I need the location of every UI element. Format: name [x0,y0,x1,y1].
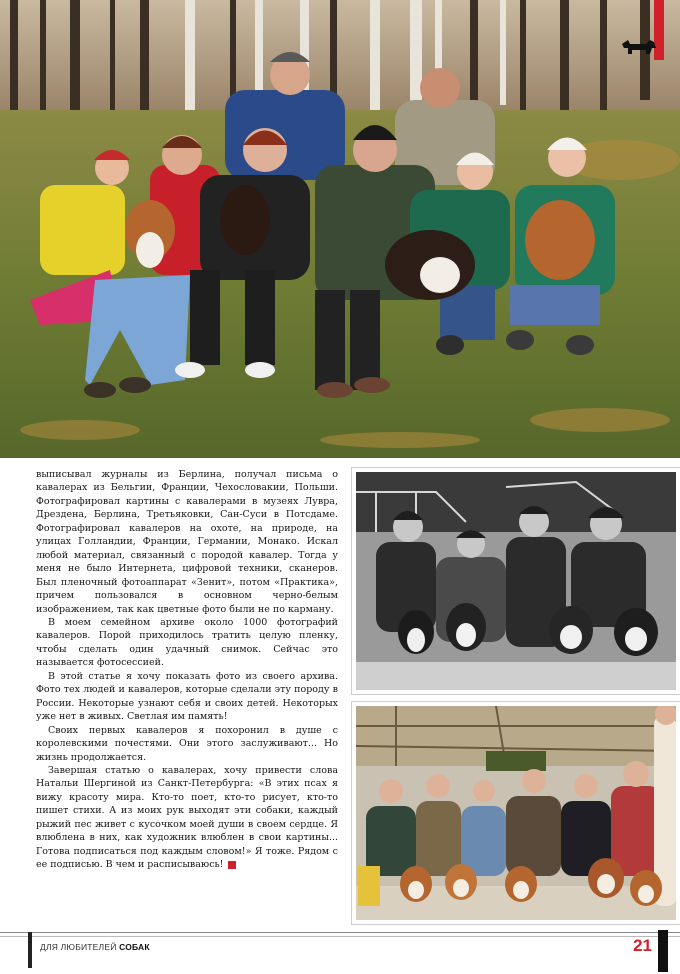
color-show-photo [352,702,680,924]
group-photo-icon [0,0,680,458]
page-number: 21 [633,936,652,955]
article-paragraph: Своих первых кавалеров я похоронил в душе с королевскими почестями. Они этого заслуживают... Но жизнь продолжается. [36,724,338,763]
article-body [36,468,338,914]
bw-group-photo [352,468,680,694]
page-footer [0,928,680,974]
article-paragraph: В моем семейном архиве около 1000 фотографий кавалеров. Порой приходилось тратить целую пленку, чтобы сделать один удачный снимок. Сейчас это называется фотосессией. [36,616,338,669]
article-paragraph: В этой статье я хочу показать фото из своего архива. Фото тех людей и кавалеров, которые сделали эту породу в России. Некоторые узнают себя и своих детей. Некоторых уже нет в живых. Светлая им память! [36,670,338,723]
article-paragraph: Завершая статью о кавалерах, хочу привести слова Натальи Шергиной из Санкт-Петербурга: «В этих псах я вижу красоту мира. Кто-то поет, кто-то рисует, кто-то пишет стихи. А из моих рук выходят эти собаки, каждый рыжий пес живет с кусочком моей души в своем сердце. Я влюблена в них, как художник влюблен в свои картины... Готова подписаться под каждым словом!» Я тоже. Рядом с ее подписью. В чем и расписываюсь! [36,764,338,871]
section-label [40,942,150,952]
color-show-photo-icon [356,706,676,920]
section-prefix: ДЛЯ ЛЮБИТЕЛЕЙ [40,942,117,952]
article-end-mark [228,861,236,869]
dog-logo-icon [620,36,658,56]
hero-photo [0,0,680,458]
bw-group-photo-icon [356,472,676,690]
footer-rule [0,932,680,933]
photo-divider [0,458,680,466]
article-paragraph-last [36,764,338,872]
footer-bar [28,932,32,968]
footer-rule [0,936,680,937]
section-name: СОБАК [119,942,150,952]
article-paragraph: выписывал журналы из Берлина, получал письма о кавалерах из Бельгии, Франции, Чехословакии, Польши. Фотографировал картины с кавалерами в музеях Лувра, Дрездена, Берлина, Третьяковки, Сан-Суси в Потсдаме. Фотографировал кавалеров на охоте, на природе, на улицах Голландии, Франции, Германии, Монако. Искал любой материал, связанный с породой кавалер. Тогда у меня не было Интернета, цифровой техники, сканеров. Был пленочный фотоаппарат «Зенит», потом «Практика», причем пользовался в основном черно-белым изображением, так как цветные фото были не по карману. [36,469,338,615]
page-tab [658,930,668,972]
